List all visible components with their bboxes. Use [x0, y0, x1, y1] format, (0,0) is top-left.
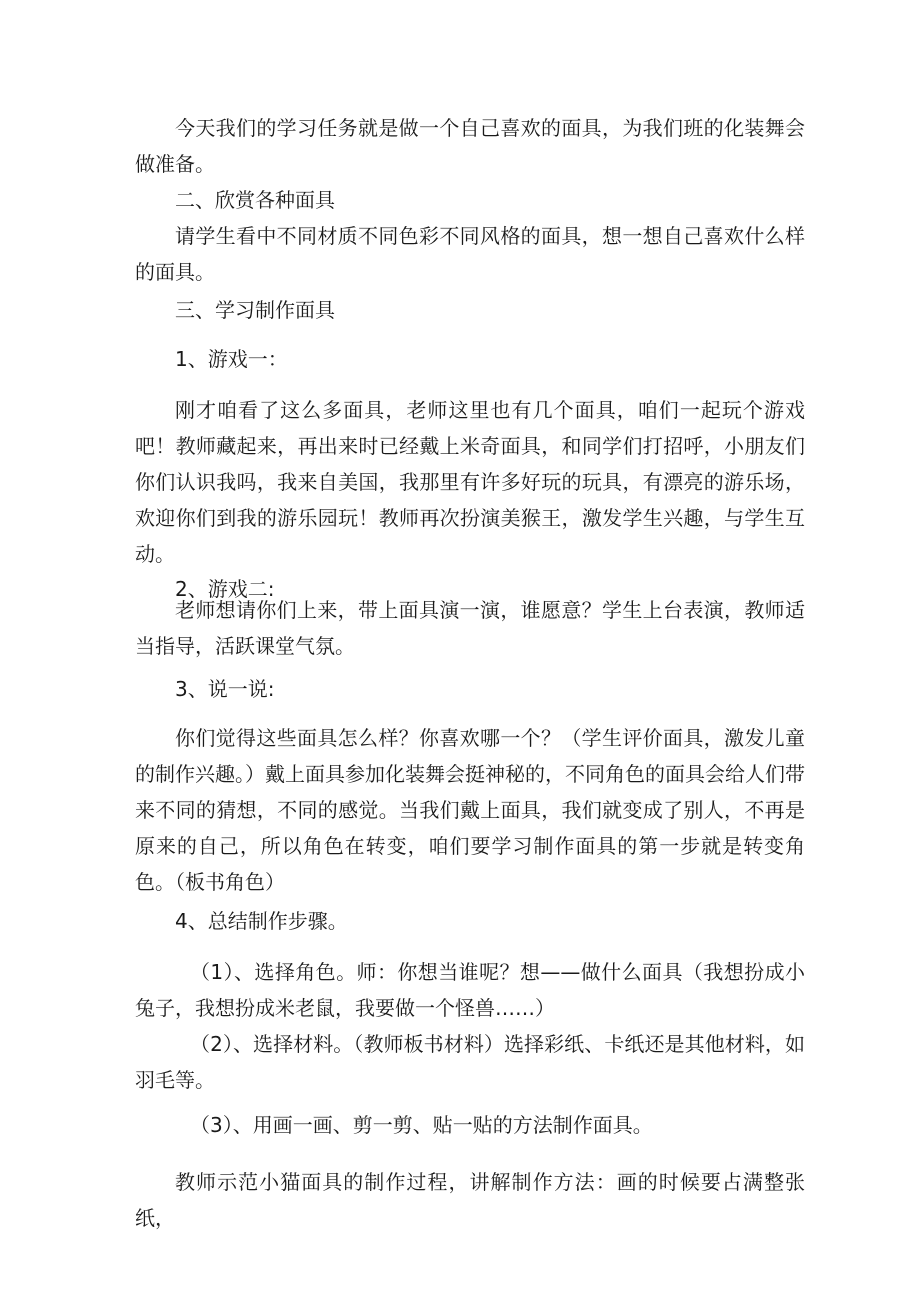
- heading-learn-making: 三、学习制作面具: [175, 298, 335, 322]
- paragraph-discuss: 你们觉得这些面具怎么样？你喜欢哪一个？（学生评价面具，激发儿童的制作兴趣。）戴上面具参加化装舞会挺神秘的，不同角色的面具会给人们带来不同的猜想，不同的感觉。当我们戴上面具，我们就变成了别人，不再是原来的自己，所以角色在转变，咱们要学习制作面具的第一步就是转变角色。（板书角色）: [135, 726, 805, 894]
- paragraph-game-one: 刚才咱看了这么多面具，老师这里也有几个面具，咱们一起玩个游戏吧！教师藏起来，再出来时已经戴上米奇面具，和同学们打招呼，小朋友们你们认识我吗，我来自美国，我那里有许多好玩的玩具，有漂亮的游乐场，欢迎你们到我的游乐园玩！教师再次扮演美猴王，激发学生兴趣，与学生互动。: [135, 398, 805, 566]
- paragraph-view-masks: 请学生看中不同材质不同色彩不同风格的面具，想一想自己喜欢什么样的面具。: [135, 224, 805, 284]
- heading-game-two: 2、游戏二:: [175, 577, 275, 601]
- paragraph-game-two: 老师想请你们上来，带上面具演一演，谁愿意？学生上台表演，教师适当指导，活跃课堂气氛。: [135, 598, 805, 658]
- step-choose-role: （1）、选择角色。师：你想当谁呢？想——做什么面具（我想扮成小兔子，我想扮成米老鼠，我要做一个怪兽……）: [135, 960, 805, 1020]
- heading-discuss: 3、说一说:: [175, 677, 275, 701]
- paragraph-teacher-demo: 教师示范小猫面具的制作过程，讲解制作方法：画的时候要占满整张纸，: [135, 1170, 805, 1230]
- paragraph-task-intro: 今天我们的学习任务就是做一个自己喜欢的面具，为我们班的化装舞会做准备。: [135, 116, 805, 176]
- step-choose-material: （2）、选择材料。（教师板书材料）选择彩纸、卡纸还是其他材料，如羽毛等。: [135, 1032, 805, 1092]
- heading-appreciate-masks: 二、欣赏各种面具: [175, 188, 335, 212]
- heading-game-one: 1、游戏一：: [175, 347, 288, 371]
- heading-summary-steps: 4、总结制作步骤。: [175, 909, 348, 933]
- step-make-mask: （3）、用画一画、剪一剪、贴一贴的方法制作面具。: [190, 1113, 653, 1137]
